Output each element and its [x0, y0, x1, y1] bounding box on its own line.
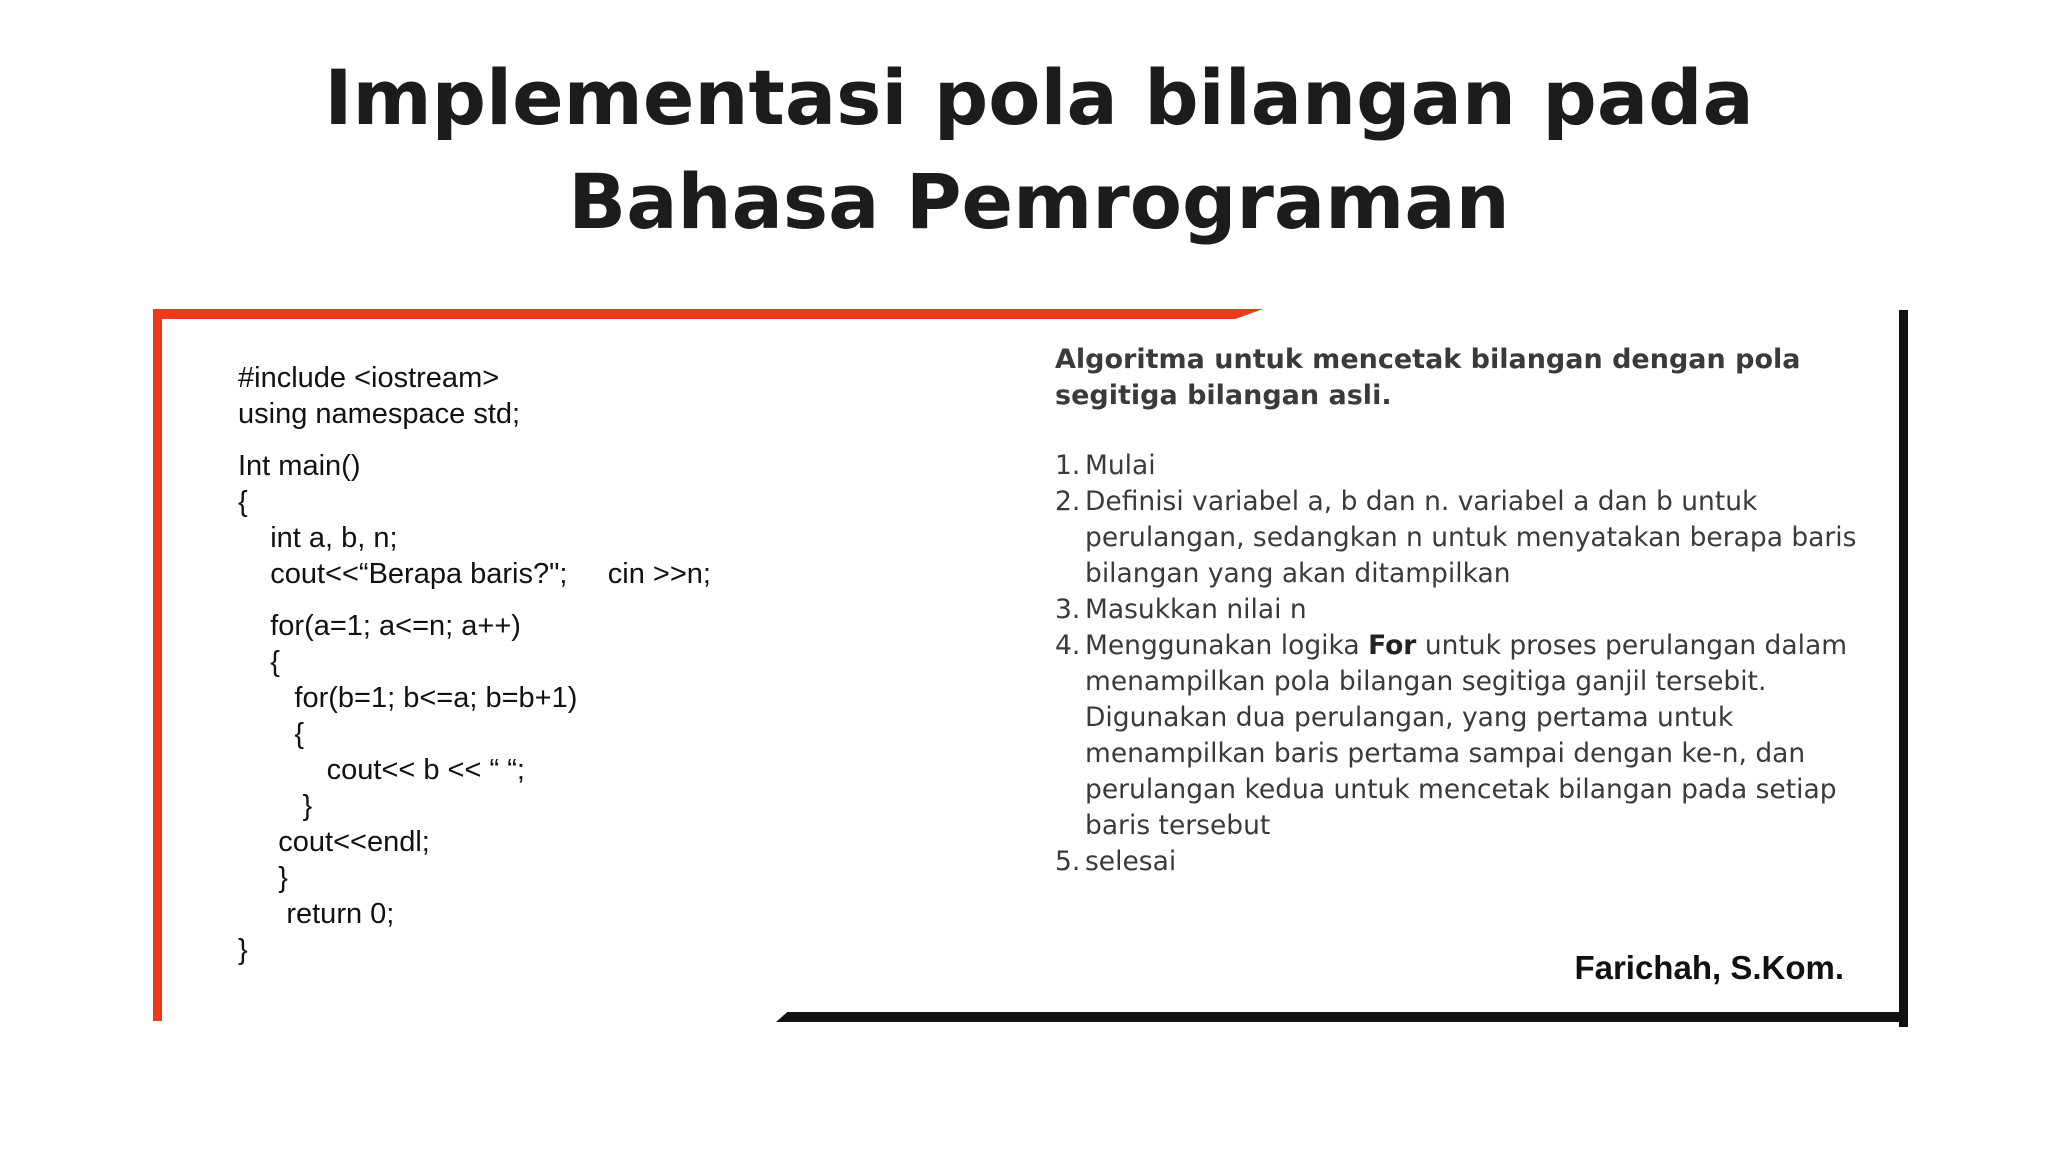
- step-number: 5.: [1055, 846, 1081, 877]
- code-line: cout<< b << “ “;: [238, 754, 525, 786]
- step-text: Mulai: [1085, 450, 1156, 481]
- step-text: selesai: [1085, 846, 1177, 877]
- step-number: 1.: [1055, 450, 1081, 481]
- slide-title-line-2: Bahasa Pemrograman: [568, 157, 1510, 246]
- code-line: int a, b, n;: [238, 522, 398, 554]
- code-line: return 0;: [238, 898, 395, 930]
- code-line: for(b=1; b<=a; b=b+1): [238, 682, 578, 714]
- step-number: 3.: [1055, 594, 1081, 625]
- step-text: Definisi variabel a, b dan n. variabel a dan b untuk perulangan, sedangkan n untuk menyatakan berapa baris bilangan yang akan ditampilkan: [1085, 486, 1857, 589]
- algorithm-step: [1055, 592, 1895, 628]
- step-number: 4.: [1055, 630, 1081, 661]
- slide-title-line-1: Implementasi pola bilangan pada: [324, 53, 1754, 142]
- slide-title: [0, 46, 2048, 254]
- code-listing: [238, 360, 798, 968]
- code-line: for(a=1; a<=n; a++): [238, 610, 521, 642]
- red-frame-top-bar: [153, 309, 1263, 319]
- code-line: }: [238, 862, 288, 894]
- algorithm-step: [1055, 448, 1895, 484]
- algorithm-step: [1055, 484, 1895, 592]
- red-frame-left-bar: [153, 309, 162, 1021]
- step-text-after: untuk proses perulangan dalam menampilkan pola bilangan segitiga ganjil tersebit. Digunakan dua perulangan, yang pertama untuk menampilkan baris pertama sampai dengan ke-n, dan perulangan kedua untuk mencetak bilangan pada setiap baris tersebut: [1085, 630, 1848, 841]
- step-text: Masukkan nilai n: [1085, 594, 1307, 625]
- algorithm-step: [1055, 844, 1895, 880]
- algorithm-panel: [1055, 342, 1895, 880]
- code-line: }: [238, 790, 313, 822]
- code-line: Int main(): [238, 450, 361, 482]
- author-name: Farichah, S.Kom.: [1574, 949, 1844, 986]
- algorithm-heading: Algoritma untuk mencetak bilangan dengan pola segitiga bilangan asli.: [1055, 344, 1801, 411]
- black-frame-right-bar: [1899, 310, 1908, 1027]
- code-line: {: [238, 718, 305, 750]
- algorithm-step: [1055, 628, 1895, 844]
- code-line: }: [238, 934, 248, 966]
- code-line: {: [238, 646, 280, 678]
- code-line: using namespace std;: [238, 398, 521, 430]
- algorithm-steps-list: [1055, 448, 1895, 880]
- step-number: 2.: [1055, 486, 1081, 517]
- step-text-before: Menggunakan logika: [1085, 630, 1369, 661]
- code-line: {: [238, 486, 248, 518]
- code-line: cout<<“Berapa baris?"; cin >>n;: [238, 558, 711, 590]
- code-line: cout<<endl;: [238, 826, 430, 858]
- code-line: #include <iostream>: [238, 362, 500, 394]
- step-text: [1085, 628, 1895, 844]
- for-keyword: For: [1368, 630, 1417, 661]
- black-frame-bottom-bar: [776, 1012, 1908, 1022]
